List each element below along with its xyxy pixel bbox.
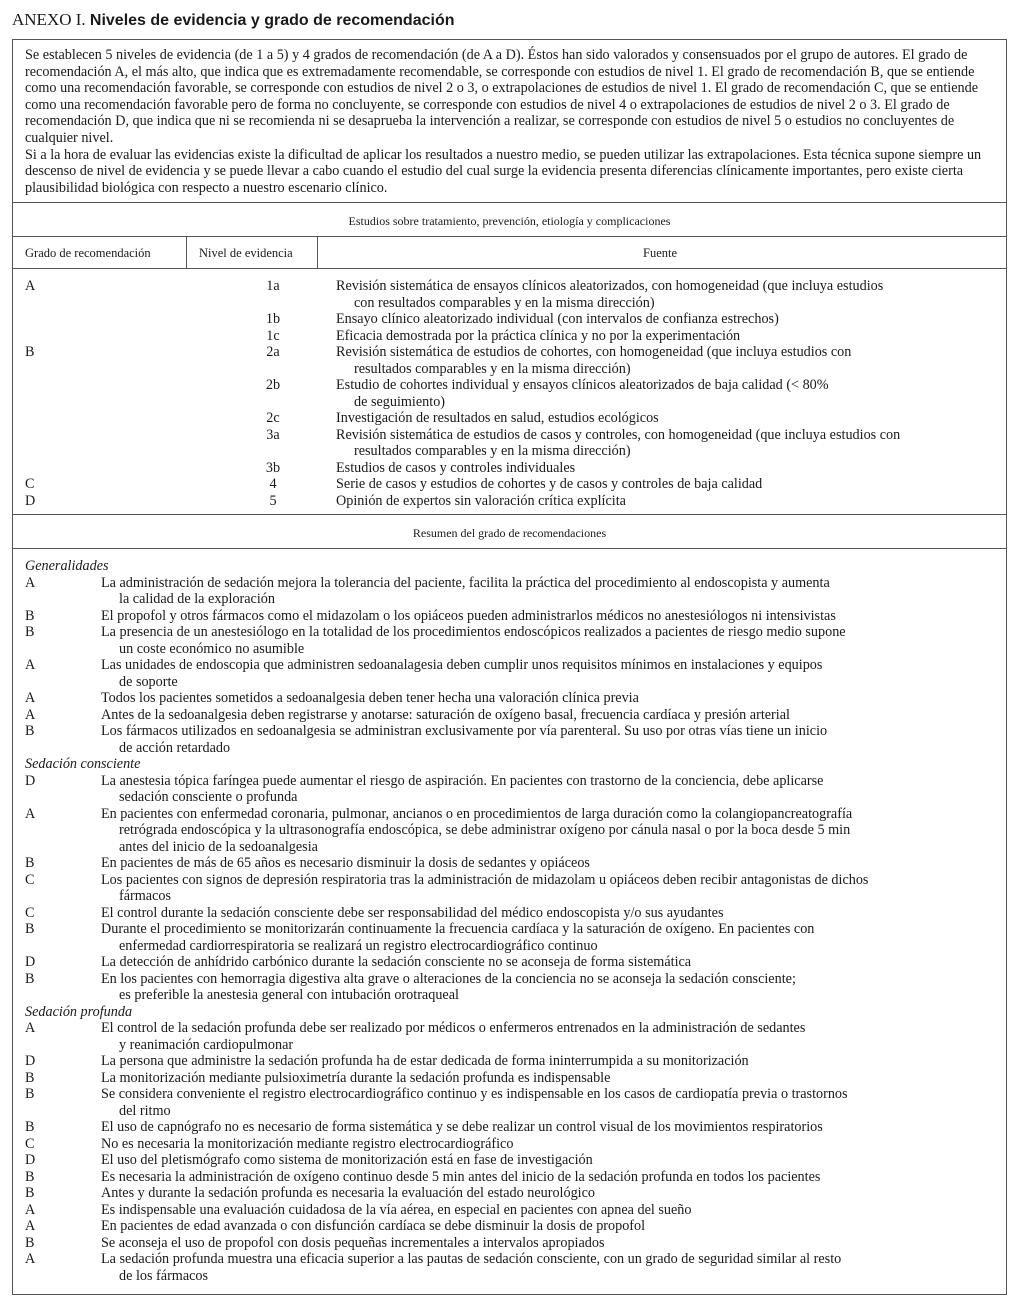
evidence-level: 5 (269, 492, 277, 509)
recommendation-text (101, 1020, 1000, 1053)
recommendation-continuation: fármacos (119, 888, 171, 904)
evidence-source (318, 344, 996, 377)
recommendation-grade: B (25, 723, 35, 739)
recommendation-text (101, 1251, 1000, 1284)
evidence-level: 2c (266, 410, 280, 426)
recommendation-grade: A (25, 1020, 36, 1036)
evidence-source (318, 427, 996, 460)
evidence-source-text: Revisión sistemática de ensayos clínicos aleatorizados, con homogeneidad (que incluya estudios (336, 278, 884, 294)
recommendation-line: El uso del pletismógrafo como sistema de monitorización está en fase de investigación (101, 1152, 593, 1168)
evidence-source-text: Estudios de casos y controles individuales (336, 459, 576, 476)
recommendation-grade: C (25, 1135, 35, 1152)
recommendation-line: Los pacientes con signos de depresión respiratoria tras la administración de midazolam u opiáceos deben recibir antagonistas de dichos (101, 871, 869, 888)
recommendation-line: La monitorización mediante pulsioximetría durante la sedación profunda es indispensable (101, 1069, 611, 1086)
recommendation-item (25, 872, 1000, 905)
recommendation-item (25, 1185, 1000, 1202)
recommendation-grade: B (25, 607, 35, 624)
recommendation-continuation: de acción retardado (119, 739, 231, 756)
annex-table (12, 39, 1007, 1295)
recommendations-list (25, 558, 1000, 1284)
recommendation-text (101, 806, 1000, 856)
recommendation-item (25, 1152, 1000, 1169)
recommendation-item (25, 773, 1000, 806)
recommendation-line: En pacientes con enfermedad coronaria, pulmonar, ancianos o en procedimientos de larga duración como la colangiopancreatografía (101, 805, 853, 822)
evidence-grade (13, 328, 228, 345)
page-title (12, 10, 455, 30)
evidence-source (318, 493, 996, 510)
category-heading: Sedación profunda (25, 1003, 133, 1020)
recommendation-continuation: enfermedad cardiorrespiratoria se realizará un registro electrocardiográfico continuo (119, 937, 598, 954)
recommendation-line: Durante el procedimiento se monitorizarán continuamente la frecuencia cardíaca y la saturación de oxígeno. En pacientes con (101, 921, 815, 937)
recommendation-text (101, 723, 1000, 756)
recommendation-grade: C (25, 904, 35, 921)
evidence-source (318, 311, 996, 328)
evidence-row (13, 377, 1008, 410)
evidence-source-continuation: resultados comparables y en la misma dirección) (354, 360, 631, 377)
recommendation-line: La sedación profunda muestra una eficacia superior a las pautas de sedación consciente, con un grado de seguridad similar al resto (101, 1251, 842, 1267)
recommendation-item (25, 1070, 1000, 1087)
evidence-source (318, 278, 996, 311)
evidence-source-text: Investigación de resultados en salud, estudios ecológicos (336, 410, 659, 426)
evidence-row (13, 460, 1008, 477)
recommendation-grade: A (25, 657, 36, 673)
divider (13, 514, 1006, 515)
evidence-source (318, 476, 996, 493)
evidence-grade (13, 460, 228, 477)
evidence-section-title: Estudios sobre tratamiento, prevención, etiología y complicaciones (348, 214, 671, 228)
evidence-row (13, 493, 1008, 510)
evidence-source-text: Opinión de expertos sin valoración crítica explícita (336, 492, 626, 509)
recommendation-text (101, 1218, 1000, 1235)
recommendation-line: Antes y durante la sedación profunda es necesaria la evaluación del estado neurológico (101, 1185, 595, 1201)
evidence-level: 3b (265, 459, 281, 476)
category-heading: Generalidades (25, 558, 109, 574)
recommendation-text (101, 1185, 1000, 1202)
recommendation-line: La detección de anhídrido carbónico durante la sedación consciente no se aconseja de forma sistemática (101, 954, 692, 970)
intro-paragraph-2: Si a la hora de evaluar las evidencias existe la dificultad de aplicar los resultados a nuestro medio, se pueden utilizar las extrapolaciones. Esta técnica supone siempre un descenso de nivel de evidencia y se puede llevar a cabo cuando el estudio del cual surge la evidencia presenta diferencias clínicamente importantes, pero existe cierta plausibilidad biológica con respecto a nuestro escenario clínico. (25, 146, 982, 196)
recommendation-text (101, 954, 1000, 971)
recommendation-item (25, 1053, 1000, 1070)
recommendation-continuation: retrógrada endoscópica y la ultrasonografía endoscópica, se debe administrar oxígeno por cánula nasal o por la boca desde 5 min (119, 822, 851, 838)
recommendation-grade: A (25, 1251, 36, 1267)
evidence-grade (13, 377, 228, 410)
recommendation-text (101, 1070, 1000, 1087)
recommendation-grade: B (25, 1168, 35, 1185)
recommendation-grade: B (25, 921, 35, 937)
recommendation-continuation: es preferible la anestesia general con intubación orotraqueal (119, 987, 459, 1003)
evidence-level: 3a (266, 426, 280, 443)
recommendation-text (101, 1169, 1000, 1186)
recommendation-item (25, 1119, 1000, 1136)
recommendation-continuation: de soporte (119, 673, 178, 690)
evidence-row (13, 344, 1008, 377)
evidence-level: 2b (265, 377, 281, 393)
divider (13, 268, 1006, 269)
recommendation-grade: A (25, 1218, 36, 1234)
recommendation-text (101, 1136, 1000, 1153)
recommendation-line: La persona que administre la sedación profunda ha de estar dedicada de forma ininterrumpida a su monitorización (101, 1053, 749, 1069)
recommendation-continuation: antes del inicio de la sedoanalgesia (119, 838, 318, 855)
evidence-rows (13, 278, 1008, 509)
evidence-row (13, 278, 1008, 311)
recommendation-item (25, 608, 1000, 625)
evidence-source-text: Ensayo clínico aleatorizado individual (con intervalos de confianza estrechos) (336, 311, 779, 327)
recommendation-grade: B (25, 1185, 35, 1201)
recommendation-line: Los fármacos utilizados en sedoanalgesia se administran exclusivamente por vía parenteral. Su uso por otras vías tiene un inicio (101, 723, 828, 739)
recommendation-item (25, 690, 1000, 707)
recommendation-grade: B (25, 1119, 35, 1135)
evidence-grade (13, 410, 228, 427)
recommendation-item (25, 905, 1000, 922)
recommendation-item (25, 575, 1000, 608)
recommendation-line: Es indispensable una evaluación cuidadosa de la vía aérea, en especial en pacientes con apnea del sueño (101, 1201, 692, 1218)
evidence-level: 1c (266, 327, 280, 344)
recommendation-line: En pacientes de edad avanzada o con disfunción cardíaca se debe disminuir la dosis de propofol (101, 1218, 646, 1234)
recommendation-continuation: de los fármacos (119, 1267, 209, 1284)
recommendation-grade: A (25, 805, 36, 822)
recommendation-continuation: del ritmo (119, 1102, 171, 1119)
evidence-source (318, 328, 996, 345)
recommendation-item (25, 971, 1000, 1004)
recommendation-item (25, 1136, 1000, 1153)
evidence-row (13, 410, 1008, 427)
recommendation-text (101, 1202, 1000, 1219)
recommendation-line: Las unidades de endoscopia que administren sedoanalagesia deben cumplir unos requisitos mínimos en instalaciones y equipos (101, 657, 823, 673)
evidence-source-text: Revisión sistemática de estudios de casos y controles, con homogeneidad (que incluya estudios con (336, 426, 901, 443)
recommendation-line: El uso de capnógrafo no es necesario de forma sistemática y se debe realizar un control visual de los movimientos respiratorios (101, 1119, 823, 1135)
recommendation-item (25, 1202, 1000, 1219)
recommendation-line: Todos los pacientes sometidos a sedoanalgesia deben tener hecha una valoración clínica previa (101, 690, 639, 706)
evidence-source-continuation: con resultados comparables y en la misma dirección) (354, 294, 655, 311)
recommendation-line: La anestesia tópica faríngea puede aumentar el riesgo de aspiración. En pacientes con trastorno de la conciencia, debe aplicarse (101, 772, 824, 789)
evidence-grade (13, 311, 228, 328)
recommendation-grade: A (25, 706, 36, 723)
divider (13, 202, 1006, 203)
divider (13, 548, 1006, 549)
evidence-source (318, 460, 996, 477)
recommendation-text (101, 921, 1000, 954)
recommendation-text (101, 1086, 1000, 1119)
recommendation-text (101, 1119, 1000, 1136)
evidence-row (13, 311, 1008, 328)
evidence-level: 1a (266, 278, 280, 294)
evidence-grade: C (25, 476, 35, 492)
recommendation-line: La presencia de un anestesiólogo en la totalidad de los procedimientos endoscópicos realizados a pacientes de riesgo medio supone (101, 624, 846, 640)
recommendation-item (25, 1218, 1000, 1235)
evidence-grade: A (25, 278, 36, 294)
recommendation-line: Es necesaria la administración de oxígeno continuo desde 5 min antes del inicio de la sedación profunda en todos los pacientes (101, 1168, 821, 1185)
recommendation-continuation: sedación consciente o profunda (119, 789, 298, 805)
column-header-level: Nivel de evidencia (199, 246, 293, 260)
column-header-grade: Grado de recomendación (25, 246, 151, 260)
recommendation-line: La administración de sedación mejora la tolerancia del paciente, facilita la práctica del procedimiento al endoscopista y aumenta (101, 574, 830, 591)
column-header-source: Fuente (643, 246, 678, 260)
evidence-grade: B (25, 344, 35, 360)
recommendation-text (101, 624, 1000, 657)
recommendation-grade: B (25, 1069, 35, 1086)
recommendation-grade: A (25, 690, 36, 706)
recommendation-item (25, 723, 1000, 756)
evidence-grade (13, 427, 228, 460)
evidence-source-continuation: de seguimiento) (354, 393, 446, 410)
recommendation-grade: A (25, 574, 36, 591)
recommendation-grade: D (25, 1152, 36, 1168)
recommendation-line: El control durante la sedación consciente debe ser responsabilidad del médico endoscopista y/o sus ayudantes (101, 904, 724, 921)
recommendation-text (101, 773, 1000, 806)
divider (13, 236, 1006, 237)
recommendation-line: Se aconseja el uso de propofol con dosis pequeñas incrementales a intervalos apropiados (101, 1234, 605, 1251)
recommendation-line: Se considera conveniente el registro electrocardiográfico continuo y es indispensable en los casos de cardiopatía previa o trastornos (101, 1086, 848, 1102)
recommendation-grade: C (25, 871, 35, 888)
summary-section-title: Resumen del grado de recomendaciones (412, 526, 607, 540)
column-divider (317, 236, 318, 268)
recommendation-item (25, 624, 1000, 657)
recommendation-text (101, 1152, 1000, 1169)
recommendation-line: En los pacientes con hemorragia digestiva alta grave o alteraciones de la conciencia no se aconseja la sedación consciente; (101, 970, 796, 987)
recommendation-grade: A (25, 1201, 36, 1218)
evidence-source (318, 410, 996, 427)
evidence-row (13, 476, 1008, 493)
recommendation-continuation: un coste económico no asumible (119, 640, 305, 657)
recommendation-grade: B (25, 970, 35, 987)
evidence-grade: D (25, 492, 36, 509)
intro-text (25, 47, 995, 196)
recommendation-text (101, 657, 1000, 690)
recommendation-item (25, 954, 1000, 971)
recommendation-item (25, 1251, 1000, 1284)
recommendation-continuation: y reanimación cardiopulmonar (119, 1036, 294, 1053)
evidence-source-continuation: resultados comparables y en la misma dirección) (354, 443, 631, 459)
evidence-source-text: Eficacia demostrada por la práctica clínica y no por la experimentación (336, 327, 741, 344)
evidence-source-text: Revisión sistemática de estudios de cohortes, con homogeneidad (que incluya estudios con (336, 344, 852, 360)
recommendation-line: En pacientes de más de 65 años es necesario disminuir la dosis de sedantes y opiáceos (101, 855, 590, 871)
recommendation-text (101, 872, 1000, 905)
recommendation-line: Antes de la sedoanalgesia deben registrarse y anotarse: saturación de oxígeno basal, frecuencia cardíaca y presión arterial (101, 706, 790, 723)
evidence-level: 4 (269, 476, 277, 492)
recommendation-text (101, 855, 1000, 872)
evidence-source-text: Serie de casos y estudios de cohortes y de casos y controles de baja calidad (336, 476, 763, 492)
evidence-source-text: Estudio de cohortes individual y ensayos clínicos aleatorizados de baja calidad (< 80% (336, 377, 829, 393)
recommendation-grade: D (25, 1053, 36, 1069)
recommendation-text (101, 707, 1000, 724)
recommendation-grade: D (25, 772, 36, 789)
recommendation-continuation: la calidad de la exploración (119, 591, 275, 607)
recommendation-text (101, 905, 1000, 922)
recommendation-item (25, 855, 1000, 872)
recommendation-item (25, 657, 1000, 690)
recommendation-text (101, 971, 1000, 1004)
recommendation-text (101, 690, 1000, 707)
title-main: Niveles de evidencia y grado de recomendación (89, 12, 455, 29)
category-heading: Sedación consciente (25, 756, 141, 772)
recommendation-item (25, 806, 1000, 856)
recommendation-line: El control de la sedación profunda debe ser realizado por médicos o enfermeros entrenados en la administración de sedantes (101, 1020, 806, 1036)
recommendation-item (25, 707, 1000, 724)
title-prefix: ANEXO I. (12, 10, 86, 29)
recommendation-item (25, 921, 1000, 954)
recommendation-text (101, 1235, 1000, 1252)
recommendation-item (25, 1235, 1000, 1252)
recommendation-text (101, 608, 1000, 625)
recommendation-text (101, 1053, 1000, 1070)
recommendation-item (25, 1169, 1000, 1186)
column-divider (186, 236, 187, 268)
recommendation-item (25, 1086, 1000, 1119)
recommendation-line: No es necesaria la monitorización mediante registro electrocardiográfico (101, 1135, 514, 1152)
recommendation-grade: B (25, 1086, 35, 1102)
recommendation-line: El propofol y otros fármacos como el midazolam o los opiáceos pueden administrarlos médicos no anestesiólogos ni intensivistas (101, 607, 836, 624)
evidence-row (13, 427, 1008, 460)
evidence-row (13, 328, 1008, 345)
recommendation-grade: B (25, 624, 35, 640)
intro-paragraph-1: Se establecen 5 niveles de evidencia (de 1 a 5) y 4 grados de recomendación (de A a D). Éstos han sido valorados y consensuados por el grupo de autores. El grado de recomendación A, el más alto, que indica que es extremadamente recomendable, se corresponde con estudios de nivel 1. El grado de recomendación B, que se entiende como una recomendación favorable, se corresponde con estudios de nivel 2 o 3, o extrapolaciones de estudios de nivel 1. El grado de recomendación C, que se entiende como una recomendación favorable pero de forma no concluyente, se corresponde con estudios de nivel 4 o extrapolaciones de estudios de nivel 2 o 3. El grado de recomendación D, que indica que ni se recomienda ni se desaprueba la intervención a realizar, se corresponde con estudios de nivel 5 o estudios no concluyentes de cualquier nivel. (25, 47, 979, 146)
evidence-source (318, 377, 996, 410)
recommendation-grade: B (25, 1234, 35, 1251)
recommendation-grade: D (25, 954, 36, 970)
recommendation-item (25, 1020, 1000, 1053)
evidence-level: 1b (265, 311, 281, 327)
evidence-level: 2a (266, 344, 280, 360)
recommendation-text (101, 575, 1000, 608)
recommendation-grade: B (25, 855, 35, 871)
